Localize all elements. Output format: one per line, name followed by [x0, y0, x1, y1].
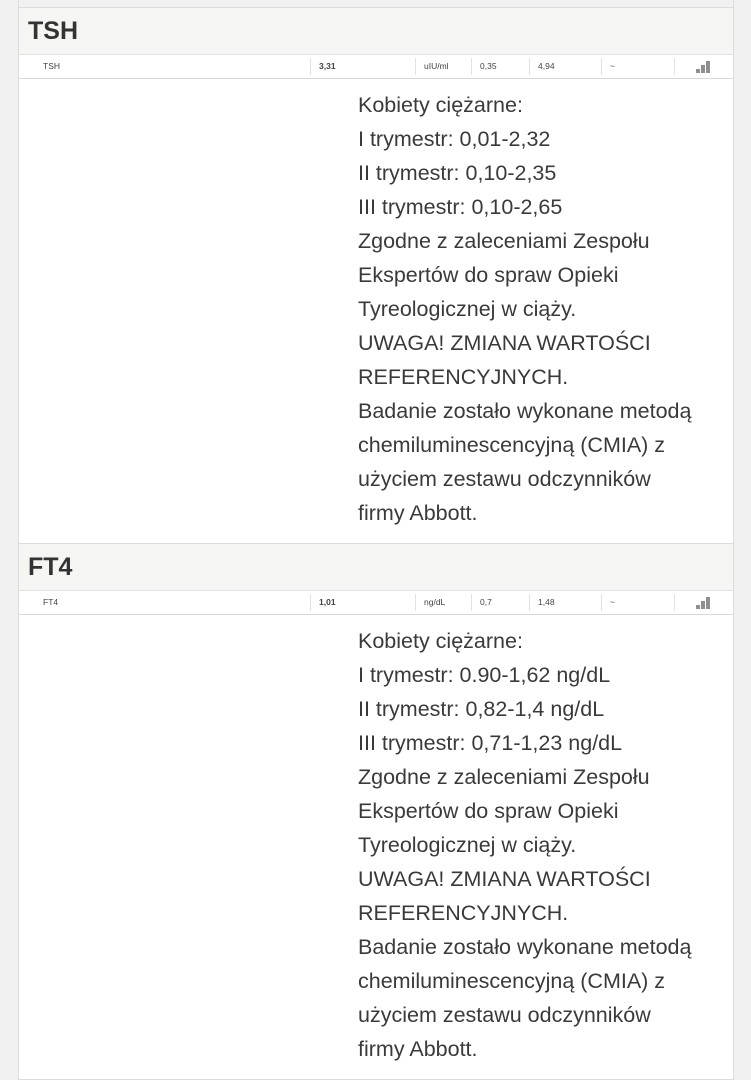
reference-min: 0,7 — [480, 597, 492, 607]
note-line: II trymestr: 0,10-2,35 — [358, 161, 557, 185]
note-line: Ekspertów do spraw Opieki — [358, 799, 619, 823]
column-divider — [529, 58, 530, 75]
section-header — [19, 544, 733, 591]
reference-note — [19, 615, 733, 1080]
note-line: REFERENCYJNYCH. — [358, 365, 569, 389]
column-divider — [415, 58, 416, 75]
result-row-tsh[interactable] — [19, 55, 733, 79]
test-name: TSH — [43, 61, 60, 71]
column-divider — [674, 58, 675, 75]
note-line: chemiluminescencyjną (CMIA) z — [358, 969, 666, 993]
note-line: chemiluminescencyjną (CMIA) z — [358, 433, 666, 457]
result-value: 1,01 — [319, 597, 336, 607]
result-unit: ng/dL — [424, 597, 446, 607]
note-line: Zgodne z zaleceniami Zespołu — [358, 229, 650, 253]
note-line: firmy Abbott. — [358, 501, 478, 525]
note-line: UWAGA! ZMIANA WARTOŚCI — [358, 867, 651, 891]
note-line: III trymestr: 0,71-1,23 ng/dL — [358, 731, 623, 755]
note-line: Badanie zostało wykonane metodą — [358, 935, 692, 959]
note-line: I trymestr: 0.90-1,62 ng/dL — [358, 663, 611, 687]
column-divider — [310, 594, 311, 611]
result-flag: ~ — [610, 597, 615, 607]
note-line: Zgodne z zaleceniami Zespołu — [358, 765, 650, 789]
column-divider — [674, 594, 675, 611]
note-text — [19, 615, 733, 1079]
reference-note — [19, 79, 733, 544]
test-name: FT4 — [43, 597, 59, 607]
result-unit: uIU/ml — [424, 61, 449, 71]
note-line: Badanie zostało wykonane metodą — [358, 399, 692, 423]
note-line: Kobiety ciężarne: — [358, 629, 523, 653]
note-line: Tyreologicznej w ciąży. — [358, 833, 577, 857]
reference-max: 4,94 — [538, 61, 555, 71]
section-title: TSH — [28, 16, 78, 45]
column-divider — [310, 58, 311, 75]
note-line: firmy Abbott. — [358, 1037, 478, 1061]
top-border — [19, 0, 733, 8]
results-panel — [18, 0, 734, 1080]
note-line: REFERENCYJNYCH. — [358, 901, 569, 925]
section-header — [19, 8, 733, 55]
column-divider — [601, 58, 602, 75]
result-row-ft4[interactable] — [19, 591, 733, 615]
column-divider — [471, 594, 472, 611]
bar-chart-icon[interactable] — [696, 597, 712, 609]
result-value: 3,31 — [319, 61, 336, 71]
column-divider — [471, 58, 472, 75]
section-title: FT4 — [28, 552, 73, 581]
note-line: Kobiety ciężarne: — [358, 93, 523, 117]
note-line: użyciem zestawu odczynników — [358, 467, 651, 491]
note-line: użyciem zestawu odczynników — [358, 1003, 651, 1027]
note-text — [19, 79, 733, 543]
section-tsh — [19, 8, 733, 544]
note-line: Tyreologicznej w ciąży. — [358, 297, 577, 321]
column-divider — [529, 594, 530, 611]
note-line: I trymestr: 0,01-2,32 — [358, 127, 551, 151]
bar-chart-icon[interactable] — [696, 61, 712, 73]
column-divider — [415, 594, 416, 611]
note-line: UWAGA! ZMIANA WARTOŚCI — [358, 331, 651, 355]
note-line: II trymestr: 0,82-1,4 ng/dL — [358, 697, 605, 721]
note-line: Ekspertów do spraw Opieki — [358, 263, 619, 287]
reference-max: 1,48 — [538, 597, 555, 607]
note-line: III trymestr: 0,10-2,65 — [358, 195, 563, 219]
section-ft4 — [19, 544, 733, 1080]
column-divider — [601, 594, 602, 611]
reference-min: 0,35 — [480, 61, 497, 71]
result-flag: ~ — [610, 61, 615, 71]
